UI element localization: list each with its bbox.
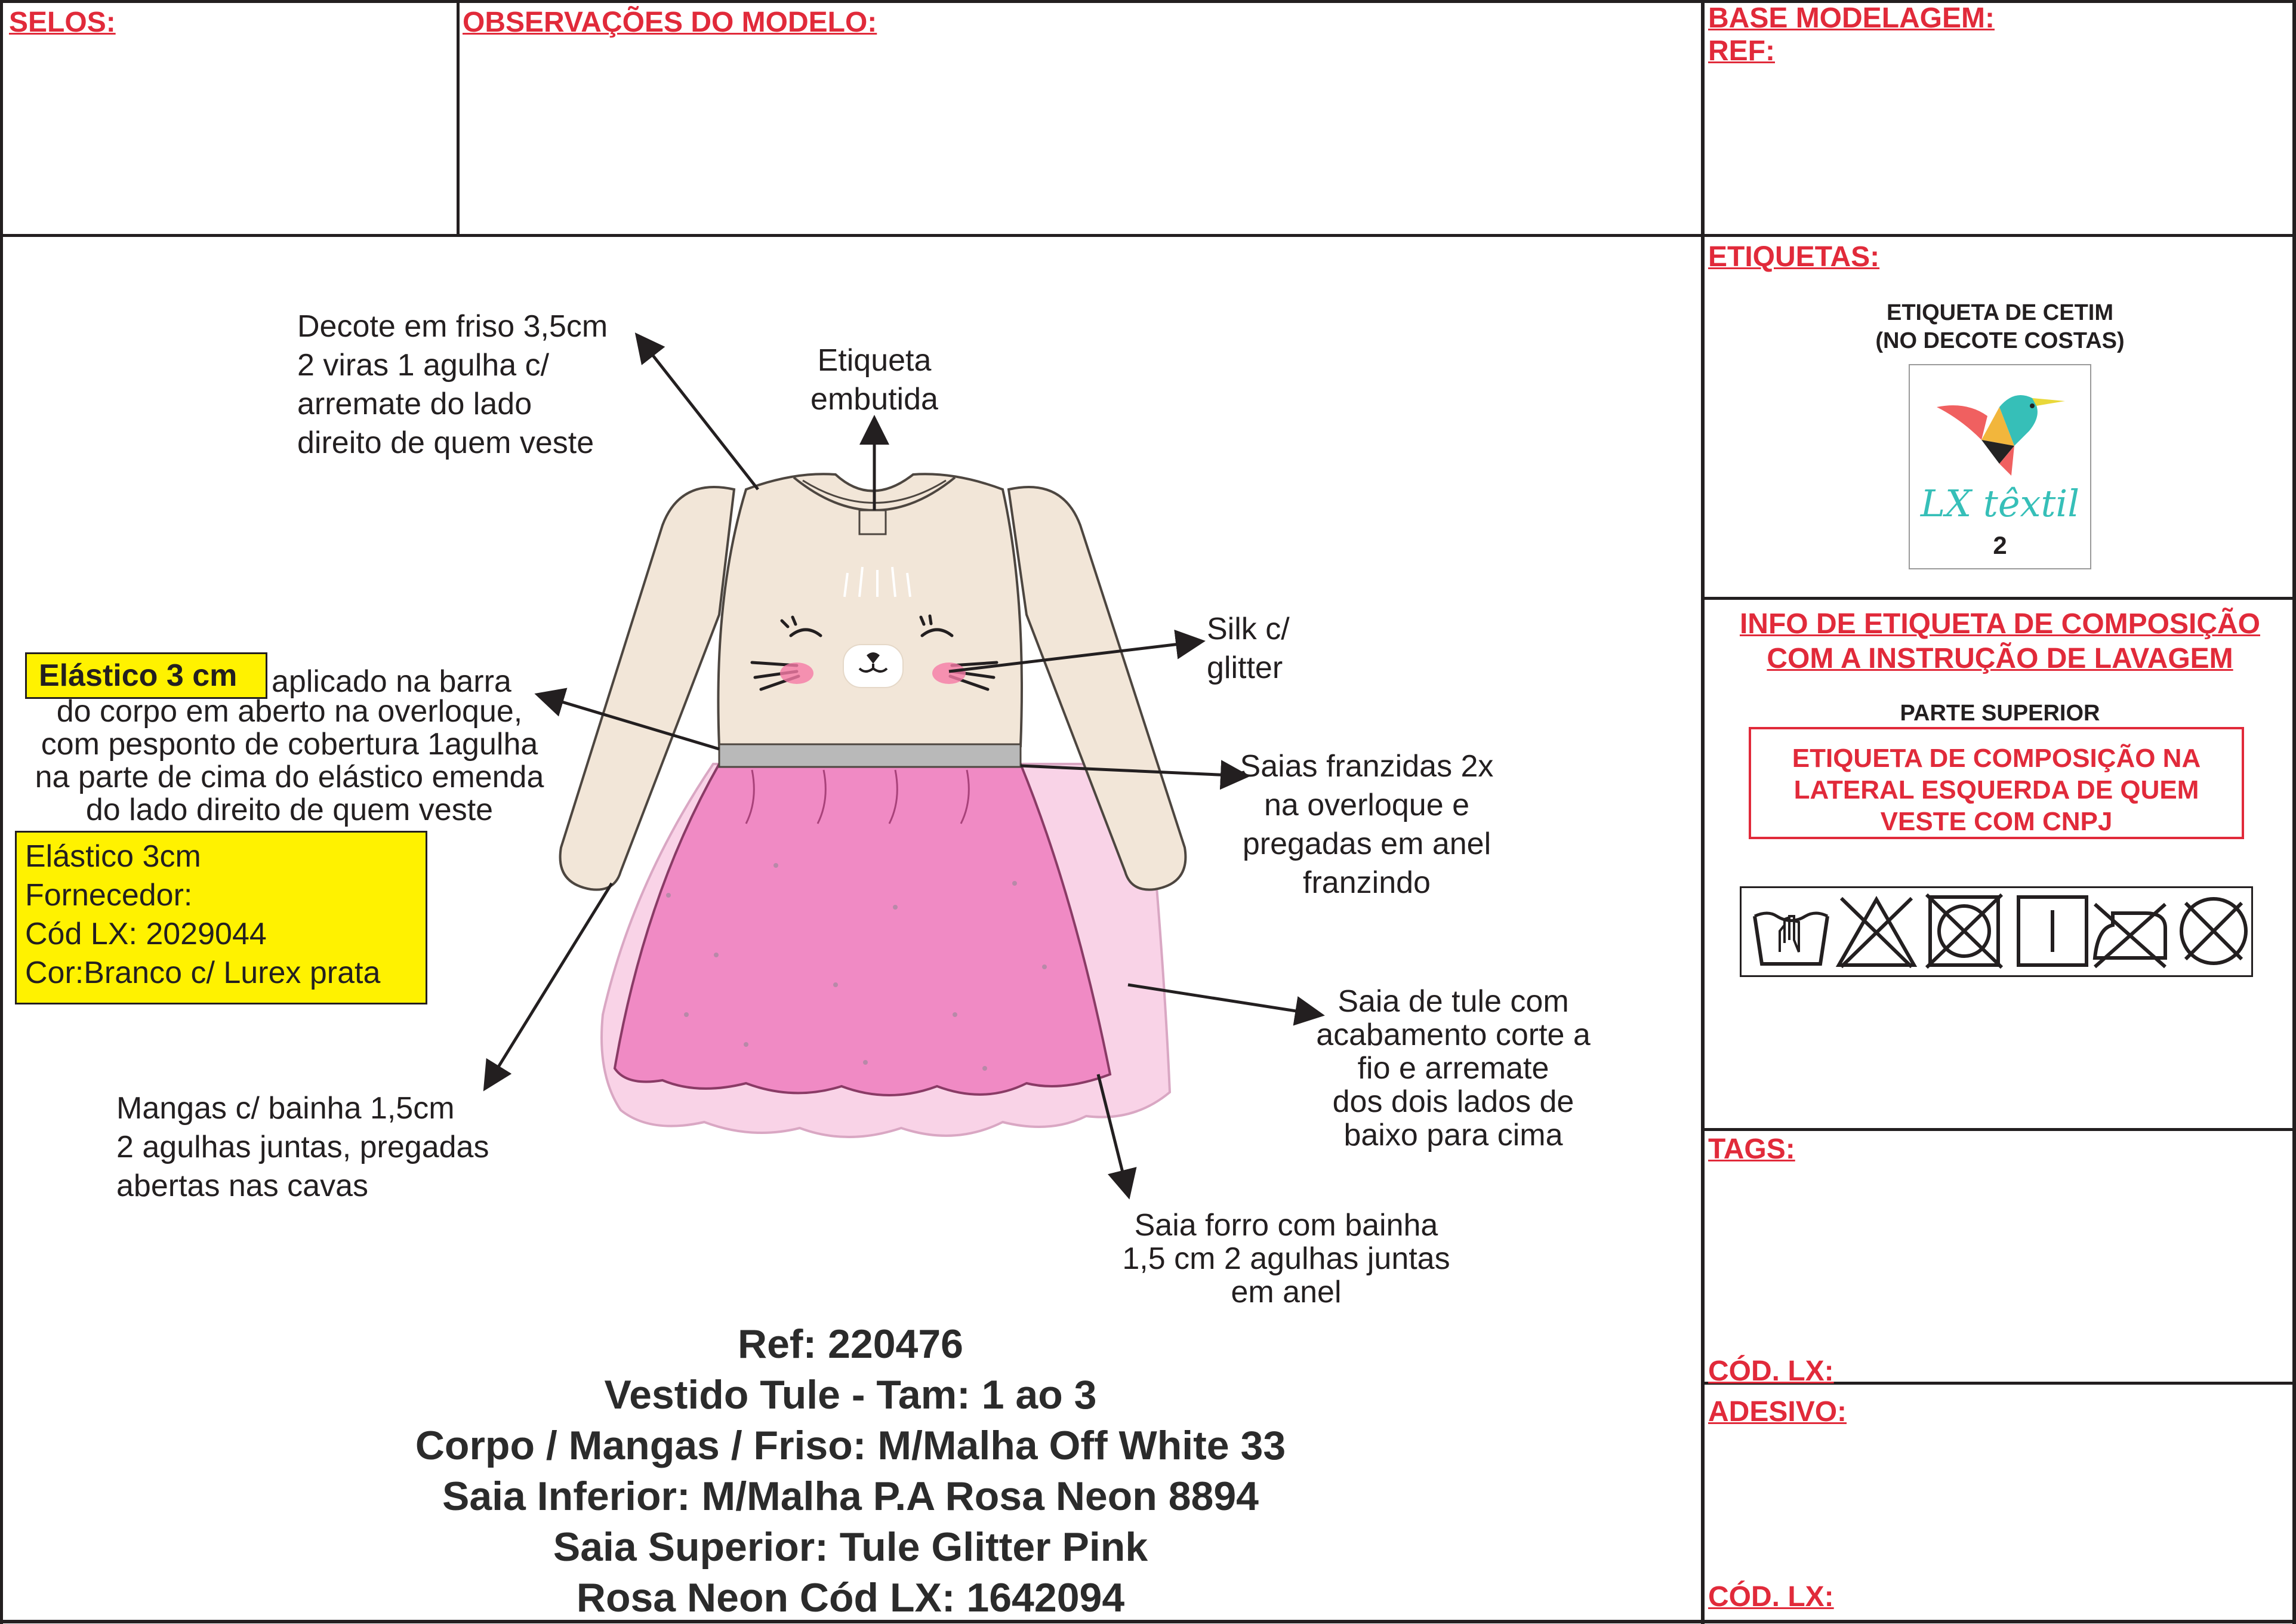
cod-lx-label-tags: CÓD. LX:: [1708, 1355, 1834, 1387]
arrow-saias: [1021, 766, 1244, 776]
no-decote-costas: (NO DECOTE COSTAS): [1875, 328, 2125, 353]
silk-note: Silk c/ glitter: [1207, 612, 1290, 685]
info-composicao-line2: COM A INSTRUÇÃO DE LAVAGEM: [1767, 643, 2233, 674]
selos-label: SELOS:: [9, 7, 116, 38]
line-dry-icon: [2011, 892, 2094, 970]
tags-label: TAGS:: [1708, 1133, 1795, 1165]
no-iron-icon: [2089, 892, 2171, 970]
arrow-mangas: [486, 883, 612, 1086]
product-corpo: Corpo / Mangas / Friso: M/Malha Off White 33: [415, 1423, 1286, 1468]
product-title-block: [0, 1319, 1701, 1623]
elastico-note: do corpo em aberto na overloque, com pesponto de cobertura 1agulha na parte de cima do elástico emenda do lado direito de quem veste: [35, 694, 544, 827]
base-modelagem-label: BASE MODELAGEM:: [1708, 2, 1995, 34]
product-name: Vestido Tule - Tam: 1 ao 3: [604, 1372, 1097, 1417]
composicao-box: [1749, 727, 2244, 839]
cod-lx-label-adesivo: CÓD. LX:: [1708, 1581, 1834, 1613]
frame-right: [2292, 0, 2296, 1624]
sidebar-divider-composicao: [1701, 597, 2296, 600]
mangas-note: Mangas c/ bainha 1,5cm 2 agulhas juntas, pregadas abertas nas cavas: [116, 1091, 489, 1203]
adesivo-label: ADESIVO:: [1708, 1396, 1847, 1428]
elastico-line1: aplicado na barra: [272, 664, 511, 699]
brand-name: LX têxtil: [1920, 482, 2080, 525]
arrow-silk: [949, 642, 1200, 671]
saia-tule-note: Saia de tule com acabamento corte a fio e arremate dos dois lados de baixo para cima: [1316, 984, 1591, 1152]
product-saia-inferior: Saia Inferior: M/Malha P.A Rosa Neon 8894: [442, 1474, 1259, 1519]
observacoes-label: OBSERVAÇÕES DO MODELO:: [463, 7, 877, 38]
no-tumble-dry-icon: [1923, 892, 2005, 970]
no-dry-clean-icon: [2172, 892, 2255, 970]
composicao-box-text: ETIQUETA DE COMPOSIÇÃO NA LATERAL ESQUERDA DE QUEM VESTE COM CNPJ: [1792, 744, 2201, 836]
ref-label: REF:: [1708, 35, 1775, 67]
hummingbird-logo: [1910, 365, 2090, 485]
hand-wash-icon: [1750, 892, 1832, 970]
arrow-forro: [1098, 1074, 1128, 1194]
decote-note: Decote em friso 3,5cm 2 viras 1 agulha c/ arremate do lado direito de quem veste: [297, 309, 608, 460]
etiqueta-embutida-note: Etiqueta embutida: [810, 343, 938, 417]
elastico-highlight-text: Elástico 3 cm: [39, 658, 238, 693]
product-saia-superior: Saia Superior: Tule Glitter Pink: [553, 1524, 1148, 1570]
sidebar-divider-tags: [1701, 1128, 2296, 1131]
saia-forro-note: Saia forro com bainha 1,5 cm 2 agulhas juntas em anel: [1122, 1208, 1450, 1309]
size-number: 2: [1993, 531, 2007, 559]
elastico-info: Elástico 3cm Fornecedor: Cód LX: 2029044 Cor:Branco c/ Lurex prata: [25, 839, 381, 990]
info-composicao-line1: INFO DE ETIQUETA DE COMPOSIÇÃO: [1739, 608, 2261, 640]
etiqueta-cetim: ETIQUETA DE CETIM: [1887, 300, 2113, 325]
sidebar-divider: [1701, 0, 1705, 1624]
saias-franzidas-note: Saias franzidas 2x na overloque e pregadas em anel franzindo: [1240, 749, 1494, 900]
brand-label-box: [1909, 364, 2091, 569]
etiquetas-label: ETIQUETAS:: [1708, 241, 1880, 273]
no-bleach-icon: [1835, 892, 1918, 970]
product-ref: Ref: 220476: [737, 1321, 964, 1367]
parte-superior: PARTE SUPERIOR: [1900, 701, 2100, 726]
arrow-decote: [639, 337, 758, 489]
product-rosa-neon: Rosa Neon Cód LX: 1642094: [576, 1575, 1125, 1620]
